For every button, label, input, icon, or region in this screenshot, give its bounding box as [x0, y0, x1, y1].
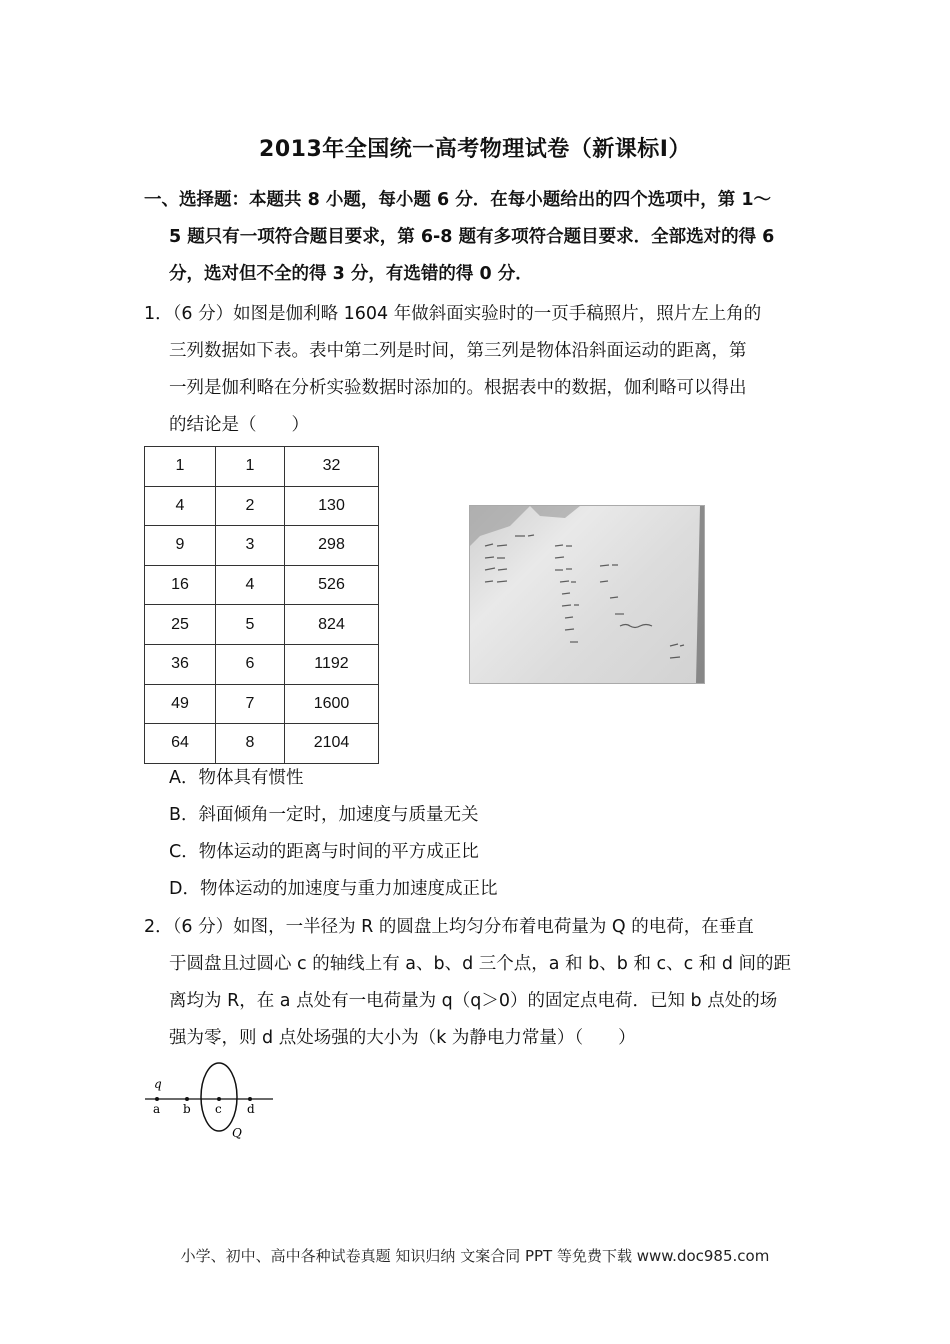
table-row	[145, 565, 379, 605]
section-header-line-3: 分，选对但不全的得 3 分，有选错的得 0 分．	[169, 264, 533, 284]
table-cell: 16	[145, 565, 216, 605]
table-cell: 36	[145, 644, 216, 684]
table-row	[145, 724, 379, 764]
q1-text-line-3: 一列是伽利略在分析实验数据时添加的。根据表中的数据，伽利略可以得出	[169, 378, 747, 398]
point-a-dot	[155, 1097, 159, 1101]
table-row	[145, 605, 379, 645]
table-row	[145, 486, 379, 526]
table-cell: 9	[145, 526, 216, 566]
q1-text-line-1: 1．（6 分）如图是伽利略 1604 年做斜面实验时的一页手稿照片，照片左上角的	[144, 304, 762, 324]
table-cell: 130	[285, 486, 379, 526]
table-row	[145, 526, 379, 566]
table-row	[145, 447, 379, 487]
q2-disk-diagram	[140, 1060, 285, 1140]
q2-text-line-3: 离均为 R，在 a 点处有一电荷量为 q（q＞0）的固定点电荷．已知 b 点处的场	[169, 991, 778, 1011]
point-b-dot	[185, 1097, 189, 1101]
table-cell: 6	[216, 644, 285, 684]
point-d-dot	[248, 1097, 252, 1101]
table-cell: 4	[145, 486, 216, 526]
table-cell: 8	[216, 724, 285, 764]
q1-option-d: D．物体运动的加速度与重力加速度成正比	[169, 879, 498, 899]
table-cell: 64	[145, 724, 216, 764]
q2-text-line-1: 2．（6 分）如图，一半径为 R 的圆盘上均匀分布着电荷量为 Q 的电荷，在垂直	[144, 917, 754, 937]
label-c: c	[215, 1102, 222, 1116]
section-header-line-1: 一、选择题：本题共 8 小题，每小题 6 分．在每小题给出的四个选项中，第 1～	[144, 190, 771, 210]
table-cell: 25	[145, 605, 216, 645]
table-cell: 526	[285, 565, 379, 605]
table-cell: 2	[216, 486, 285, 526]
table-cell: 49	[145, 684, 216, 724]
table-cell: 298	[285, 526, 379, 566]
q2-text-line-4: 强为零，则 d 点处场强的大小为（k 为静电力常量）（ ）	[169, 1028, 636, 1048]
q1-option-c: C．物体运动的距离与时间的平方成正比	[169, 842, 479, 862]
section-header-line-2: 5 题只有一项符合题目要求，第 6-8 题有多项符合题目要求．全部选对的得 6	[169, 227, 775, 247]
table-row	[145, 644, 379, 684]
manuscript-photo	[469, 505, 705, 684]
table-cell: 824	[285, 605, 379, 645]
point-c-dot	[217, 1097, 221, 1101]
table-cell: 1	[216, 447, 285, 487]
label-a: a	[153, 1102, 161, 1116]
table-cell: 3	[216, 526, 285, 566]
table-cell: 32	[285, 447, 379, 487]
manuscript-scribbles	[470, 506, 704, 683]
q1-text-line-2: 三列数据如下表。表中第二列是时间，第三列是物体沿斜面运动的距离，第	[169, 341, 747, 361]
label-b: b	[183, 1102, 191, 1116]
q1-text-line-4: 的结论是（ ）	[169, 415, 309, 435]
table-cell: 1	[145, 447, 216, 487]
table-cell: 4	[216, 565, 285, 605]
table-cell: 1600	[285, 684, 379, 724]
q2-text-line-2: 于圆盘且过圆心 c 的轴线上有 a、b、d 三个点，a 和 b、b 和 c、c 和 d 间的距	[169, 954, 792, 974]
q1-option-a: A．物体具有惯性	[169, 768, 304, 788]
table-cell: 5	[216, 605, 285, 645]
table-cell: 2104	[285, 724, 379, 764]
table-cell: 7	[216, 684, 285, 724]
q1-option-b: B．斜面倾角一定时，加速度与质量无关	[169, 805, 479, 825]
label-q: q	[154, 1077, 162, 1091]
q1-data-table	[144, 446, 379, 764]
table-cell: 1192	[285, 644, 379, 684]
page-footer: 小学、初中、高中各种试卷真题 知识归纳 文案合同 PPT 等免费下载 www.doc985.com	[180, 1247, 770, 1265]
label-Q: Q	[232, 1126, 242, 1140]
table-row	[145, 684, 379, 724]
label-d: d	[247, 1102, 255, 1116]
page-title: 2013年全国统一高考物理试卷（新课标Ⅰ）	[259, 137, 691, 162]
